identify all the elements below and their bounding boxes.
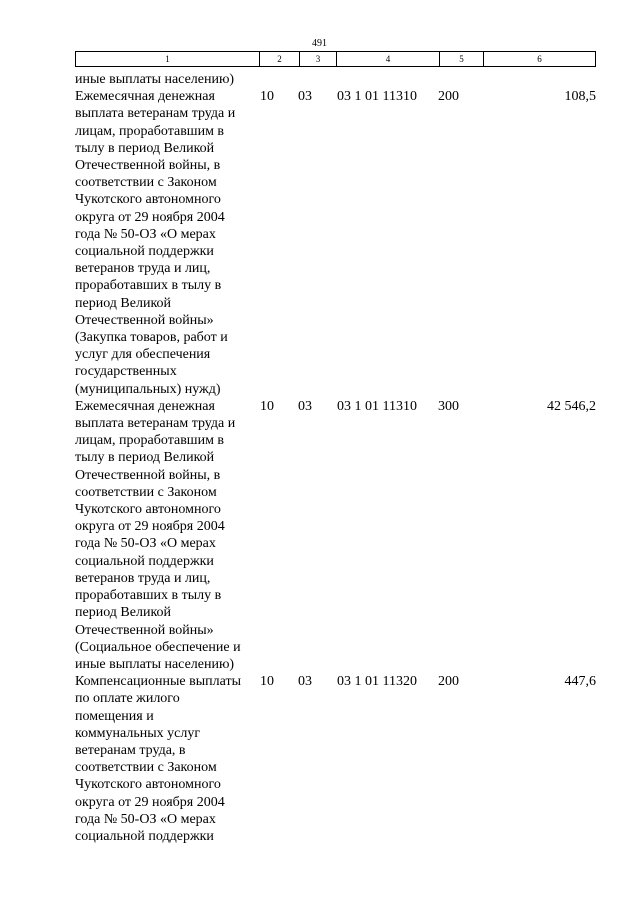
row-amount: 108,5 [564, 89, 596, 105]
table-row [75, 673, 596, 845]
continuation-row [75, 71, 596, 88]
column-header-table [75, 51, 596, 67]
column-header-4: 4 [336, 52, 439, 66]
continuation-text: иные выплаты населению) [75, 72, 235, 87]
row-amount: 447,6 [564, 674, 596, 690]
column-header-5: 5 [439, 52, 483, 66]
row-target-code: 03 1 01 11310 [337, 89, 417, 105]
row-section: 10 [260, 398, 274, 414]
column-header-6: 6 [483, 52, 595, 66]
page-number: 491 [312, 38, 327, 49]
row-target-code: 03 1 01 11320 [337, 674, 417, 690]
column-header-2: 2 [259, 52, 299, 66]
row-amount: 42 546,2 [547, 398, 596, 414]
row-description: Ежемесячная денежная выплата ветеранам труда и лицам, проработавшим в тылу в период Великой Отечественной войны, в соответствии с Законом Чукотского автономного округа от 29 ноября 2004 года № 50-ОЗ «О мерах социальной поддержки ветеранов труда и лиц, проработавших в тылу в период Великой Отечественной войны» (Закупка товаров, работ и услуг для обеспечения государственных (муниципальных) нужд) [75, 89, 236, 397]
row-expense-type: 200 [438, 89, 459, 105]
row-section: 10 [260, 674, 274, 690]
row-description: Ежемесячная денежная выплата ветеранам труда и лицам, проработавшим в тылу в период Великой Отечественной войны, в соответствии с Законом Чукотского автономного округа от 29 ноября 2004 года № 50-ОЗ «О мерах социальной поддержки ветеранов труда и лиц, проработавших в тылу в период Великой Отечественной войны» (Социальное обеспечение и иные выплаты населению) [75, 398, 241, 672]
row-expense-type: 300 [438, 398, 459, 414]
column-header-1: 1 [165, 54, 170, 64]
table-row [75, 88, 596, 398]
row-subsection: 03 [298, 674, 312, 690]
row-subsection: 03 [298, 89, 312, 105]
row-expense-type: 200 [438, 674, 459, 690]
row-description: Компенсационные выплаты по оплате жилого помещения и коммунальных услуг ветеранам труда, в соответствии с Законом Чукотского автономного округа от 29 ноября 2004 года № 50-ОЗ «О мерах социальной поддержки [75, 674, 241, 844]
table-body [75, 71, 596, 845]
row-subsection: 03 [298, 398, 312, 414]
column-header-3: 3 [299, 52, 336, 66]
row-section: 10 [260, 89, 274, 105]
table-row [75, 398, 596, 673]
row-target-code: 03 1 01 11310 [337, 398, 417, 414]
